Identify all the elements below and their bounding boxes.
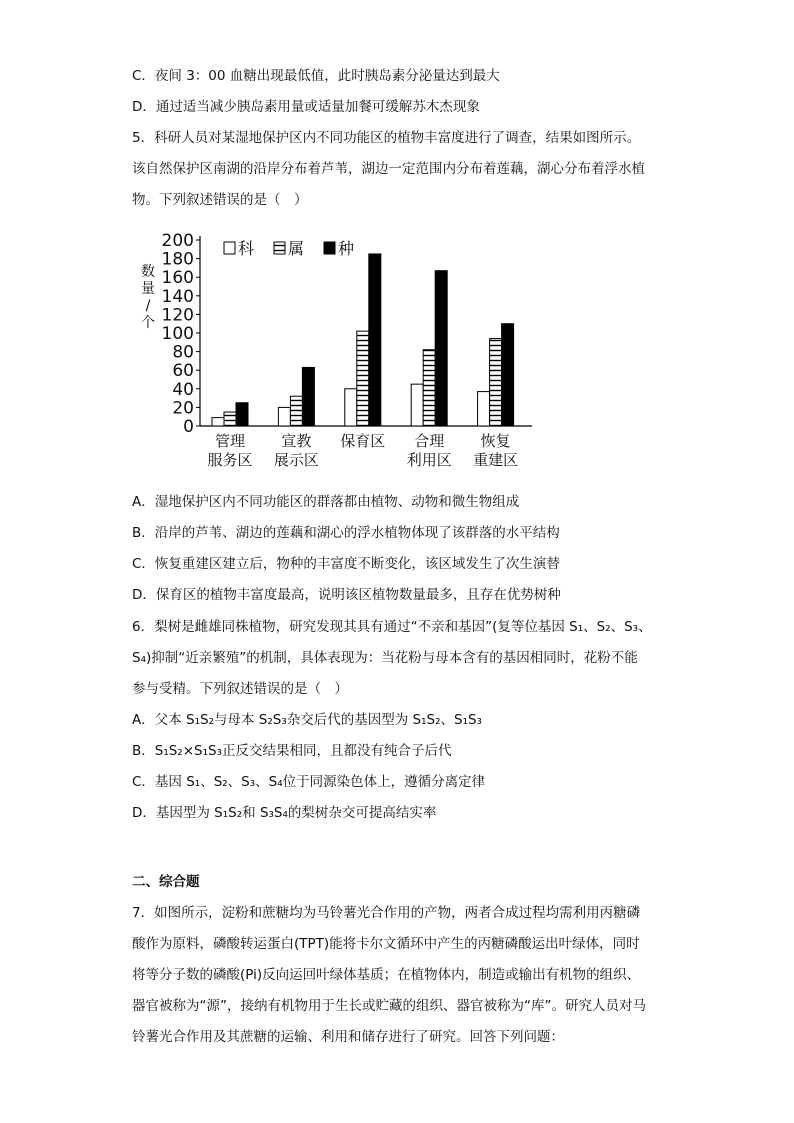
x-category-label: 管理 [214, 432, 246, 450]
y-tick-label: 120 [161, 305, 194, 326]
y-axis-label: 数 [141, 264, 155, 280]
q5-option-d: D．保育区的植物丰富度最高，说明该区植物数量最多，且存在优势树种 [132, 587, 561, 603]
y-axis-label: 个 [141, 315, 155, 331]
x-category-label: 服务区 [207, 451, 253, 468]
bar-white [278, 407, 290, 426]
x-category-label: 合理 [414, 432, 445, 450]
bar-black [236, 403, 248, 426]
y-tick-label: 160 [161, 268, 194, 289]
y-tick-label: 200 [161, 231, 194, 251]
y-tick-label: 0 [183, 417, 194, 437]
bar-striped [423, 350, 435, 426]
q5-stem-line-1: 5．科研人员对某湿地保护区内不同功能区的植物丰富度进行了调查，结果如图所示。 [132, 130, 641, 146]
bar-striped [490, 339, 502, 426]
legend-swatch-striped [274, 242, 285, 254]
section-heading: 二、综合题 [132, 874, 200, 890]
q6-option-b: B．S₁S₂×S₁S₃正反交结果相同，且都没有纯合子后代 [132, 743, 452, 759]
q6-option-d: D．基因型为 S₁S₂和 S₃S₄的梨树杂交可提高结实率 [132, 805, 437, 821]
q5-option-c: C．恢复重建区建立后，物种的丰富度不断变化，该区域发生了次生演替 [132, 556, 560, 572]
q6-option-a: A．父本 S₁S₂与母本 S₂S₃杂交后代的基因型为 S₁S₂、S₁S₃ [132, 712, 482, 728]
q4-option-c: C．夜间 3：00 血糖出现最低值，此时胰岛素分泌量达到最大 [132, 68, 500, 84]
legend-swatch-white [224, 242, 235, 254]
bar-white [345, 389, 357, 426]
q7-line-4: 器官被称为“源”，接纳有机物用于生长或贮藏的组织、器官被称为“库”。研究人员对马 [132, 998, 646, 1014]
q6-stem-line-2: S₄)抑制“近亲繁殖”的机制，具体表现为：当花粉与母本含有的基因相同时，花粉不能 [132, 650, 638, 666]
q7-line-2: 酸作为原料，磷酸转运蛋白(TPT)能将卡尔文循环中产生的丙糖磷酸运出叶绿体，同时 [132, 936, 640, 952]
bar-striped [290, 396, 302, 426]
q6-option-c: C．基因 S₁、S₂、S₃、S₄位于同源染色体上，遵循分离定律 [132, 774, 486, 790]
y-axis-label: / [145, 298, 151, 314]
y-tick-label: 60 [172, 361, 194, 382]
y-tick-label: 100 [161, 324, 194, 344]
q5-stem-line-3: 物。下列叙述错误的是（ ） [132, 192, 308, 208]
bar-black [302, 367, 314, 426]
bar-white [478, 392, 490, 426]
bar-white [411, 384, 423, 426]
bar-black [369, 254, 381, 426]
y-tick-label: 140 [161, 286, 194, 307]
y-tick-label: 180 [161, 249, 194, 270]
q4-option-d: D．通过适当减少胰岛素用量或适量加餐可缓解苏木杰现象 [132, 99, 480, 115]
x-category-label: 宣教 [281, 432, 312, 450]
bar-white [212, 418, 224, 426]
q7-line-3: 将等分子数的磷酸(Pi)反向运回叶绿体基质；在植物体内，制造或输出有机物的组织、 [132, 967, 641, 983]
legend-label: 属 [288, 239, 305, 258]
bar-striped [357, 331, 369, 426]
q7-line-5: 铃薯光合作用及其蔗糖的运输、利用和储存进行了研究。回答下列问题： [132, 1029, 564, 1045]
bar-black [435, 271, 447, 426]
y-axis-label: 量 [141, 281, 155, 297]
q5-option-b: B．沿岸的芦苇、湖边的莲藕和湖心的浮水植物体现了该群落的水平结构 [132, 525, 560, 541]
y-tick-label: 20 [172, 398, 194, 419]
q5-option-a: A．湿地保护区内不同功能区的群落都由植物、动物和微生物组成 [132, 494, 520, 510]
x-category-label: 保育区 [340, 432, 386, 450]
y-tick-label: 80 [172, 342, 194, 363]
q5-stem-line-2: 该自然保护区南湖的沿岸分布着芦苇，湖边一定范围内分布着莲藕，湖心分布着浮水植 [132, 161, 645, 177]
bar-striped [224, 412, 236, 426]
legend-label: 种 [338, 239, 355, 258]
x-category-label: 恢复 [480, 432, 511, 450]
bar-black [502, 324, 514, 426]
y-tick-label: 40 [172, 379, 194, 400]
q6-stem-line-3: 参与受精。下列叙述错误的是（ ） [132, 681, 348, 697]
legend-swatch-black [324, 242, 335, 254]
x-category-label: 展示区 [273, 451, 319, 468]
species-richness-bar-chart [140, 228, 550, 468]
q6-stem-line-1: 6．梨树是雌雄同株植物，研究发现其具有通过“不亲和基因”(复等位基因 S₁、S₂、S₃、 [132, 619, 652, 635]
q7-line-1: 7．如图所示，淀粉和蔗糖均为马铃薯光合作用的产物，两者合成过程均需利用丙糖磷 [132, 905, 641, 921]
x-category-label: 利用区 [406, 451, 452, 468]
legend-label: 科 [238, 239, 255, 258]
x-category-label: 重建区 [473, 451, 519, 468]
